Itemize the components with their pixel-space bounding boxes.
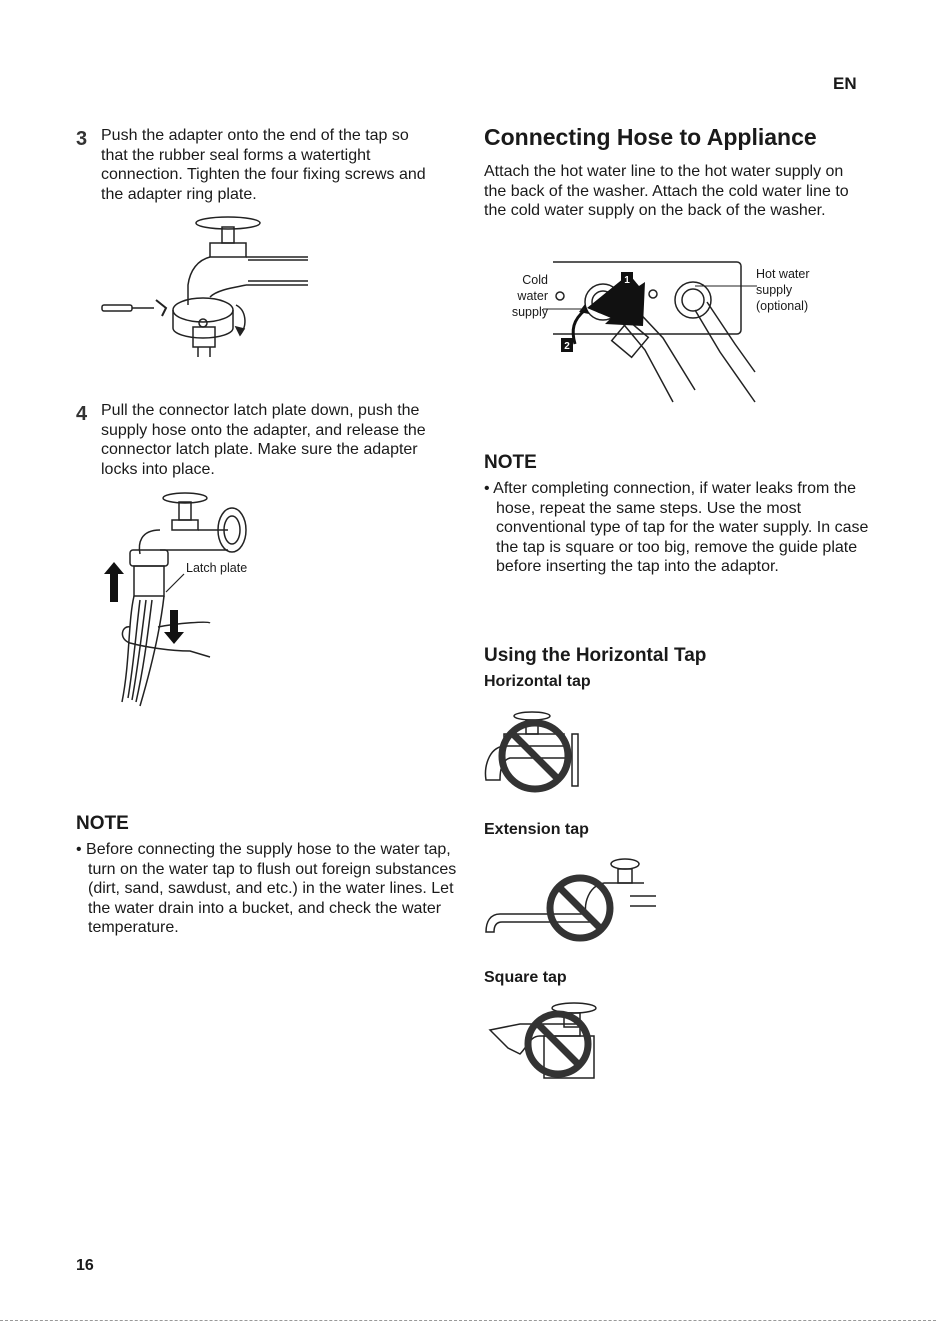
- step-4-text: Pull the connector latch plate down, push the supply hose onto the adapter, and release the connector latch plate. Make sure the adapter locks into place.: [101, 402, 426, 478]
- left-note-title: NOTE: [76, 813, 129, 834]
- section-title: Connecting Hose to Appliance: [484, 124, 817, 150]
- step-3-number: 3: [76, 128, 88, 150]
- square-tap-label: Square tap: [484, 969, 567, 986]
- hot-label-line1: Hot water: [756, 267, 810, 281]
- left-note-bullet-text: Before connecting the supply hose to the water tap, turn on the water tap to flush out foreign substances (dirt, sand, sawdust, and etc.) in the water lines. Let the water drain into a bucket, and check the water temperature.: [86, 841, 457, 936]
- horizontal-tap-prohibited-icon: [480, 708, 585, 798]
- tap-adapter-illustration: [98, 215, 313, 365]
- cold-label-line2: water: [517, 289, 548, 303]
- latch-plate-illustration: [100, 492, 250, 707]
- cold-water-label: [510, 272, 548, 320]
- right-note-title: NOTE: [484, 452, 537, 473]
- hot-label-line2: supply: [756, 283, 793, 297]
- step-3-text: Push the adapter onto the end of the tap so that the rubber seal forms a watertight connection. Tighten the four fixing screws and the adapter ring plate.: [101, 127, 426, 203]
- left-note-bullet: • Before connecting the supply hose to the water tap, turn on the water tap to flush out foreign substances (dirt, sand, sawdust, and etc.) in the water lines. Let the water drain into a bucket, and check the water temperature.: [76, 841, 457, 936]
- latch-plate-label: Latch plate: [186, 561, 248, 575]
- horizontal-tap-section-title: Using the Horizontal Tap: [484, 645, 707, 666]
- page-bottom-border: [0, 1320, 936, 1321]
- page-number: 16: [76, 1257, 94, 1274]
- language-code: EN: [833, 74, 857, 93]
- right-note-bullet: • After completing connection, if water leaks from the hose, repeat the same steps. Use the most conventional type of tap for the water supply. In case the tap is square or too big, remove the guide plate before inserting the tap into the adaptor.: [484, 480, 869, 575]
- section-intro: Attach the hot water line to the hot water supply on the back of the washer. Attach the cold water line to the cold water supply on the back of the washer.: [484, 163, 849, 219]
- extension-tap-prohibited-icon: [480, 856, 660, 946]
- marker-1: 1: [624, 275, 630, 286]
- square-tap-prohibited-icon: [484, 1000, 604, 1085]
- cold-label-line3: supply: [511, 305, 548, 319]
- hot-water-label: [756, 266, 810, 314]
- right-note-bullet-text: After completing connection, if water leaks from the hose, repeat the same steps. Use the most conventional type of tap for the water supply. In case the tap is square or too big, remove the guide plate before inserting the tap into the adaptor.: [493, 480, 869, 575]
- hose-connection-illustration: [545, 252, 745, 407]
- step-4-number: 4: [76, 403, 88, 425]
- cold-label-line1: Cold: [522, 273, 548, 287]
- marker-2: 2: [564, 341, 570, 352]
- horizontal-tap-label: Horizontal tap: [484, 673, 591, 690]
- extension-tap-label: Extension tap: [484, 821, 589, 838]
- hot-label-line3: (optional): [756, 299, 809, 313]
